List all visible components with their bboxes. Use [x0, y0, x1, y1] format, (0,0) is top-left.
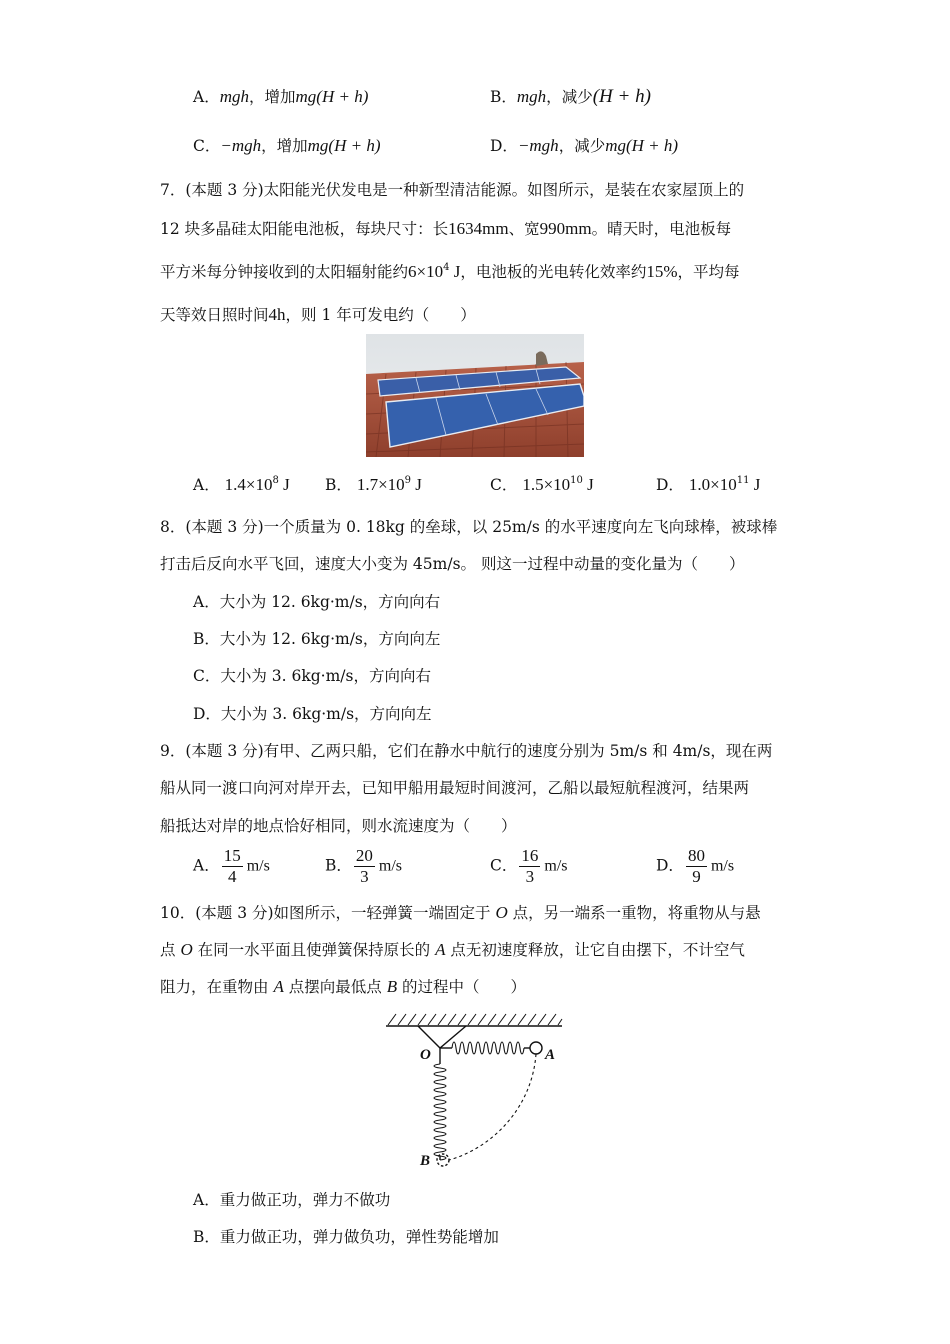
q9-line-3: 船抵达对岸的地点恰好相同，则水流速度为（ ）	[160, 817, 517, 835]
q9-line-1: 9．(本题 3 分)有甲、乙两只船，它们在静水中航行的速度分别为 5m/s 和 4m/s，现在两	[160, 742, 773, 760]
q6-option-c: C．−mgh，增加mg(H + h)	[193, 136, 381, 155]
label-b: B	[420, 1153, 431, 1169]
spring-pendulum-diagram	[382, 1008, 567, 1170]
fraction: $\frac{80}{9}$	[687, 846, 705, 886]
q7-line-2: 12 块多晶硅太阳能电池板，每块尺寸：长1634mm、宽990mm。晴天时，电池板每	[160, 219, 732, 238]
q7-option-a: A． $1.4\times 10^8$ J	[193, 475, 290, 494]
fraction: $\frac{20}{3}$	[355, 846, 373, 886]
vertical-spring	[434, 1064, 446, 1160]
q8-option-d: D．大小为 3. 6kg·m/s，方向向左	[193, 705, 432, 723]
q10-option-b: B．重力做正功，弹力做负功，弹性势能增加	[193, 1228, 499, 1246]
q7-line-3: 平方米每分钟接收到的太阳辐射能约$6\times 10^4$ J，电池板的光电转化效率约15%，平均每	[160, 262, 740, 281]
q8-option-b: B．大小为 12. 6kg·m/s，方向向左	[193, 630, 441, 648]
q9-option-b: B． $\frac{20}{3}$ m/s	[325, 846, 403, 886]
q7-line-1: 7．(本题 3 分)太阳能光伏发电是一种新型清洁能源。如图所示，是装在农家屋顶上的	[160, 181, 745, 199]
label-o: O	[420, 1047, 431, 1063]
q6-option-a: A．mgh，增加mg(H + h)	[193, 87, 369, 106]
q9-option-a: A． $\frac{15}{4}$ m/s	[193, 846, 270, 886]
q7-option-c: C． $1.5\times 10^{10}$ J	[490, 475, 594, 494]
support-rods	[418, 1026, 466, 1048]
q8-line-2: 打击后反向水平飞回，速度大小变为 45m/s。 则这一过程中动量的变化量为（ ）	[160, 555, 745, 573]
fraction: $\frac{16}{3}$	[521, 846, 539, 886]
q10-line-1: 10．(本题 3 分)如图所示，一轻弹簧一端固定于 O 点，另一端系一重物，将重物从与悬	[160, 903, 761, 922]
q8-option-c: C．大小为 3. 6kg·m/s，方向向右	[193, 667, 431, 685]
trajectory-arc	[449, 1054, 536, 1160]
label-a: A	[545, 1047, 556, 1063]
solar-panel-photo	[366, 334, 584, 457]
horizontal-spring	[452, 1042, 524, 1054]
q6-option-b: B．mgh，减少(H + h)	[490, 86, 651, 107]
q7-line-4: 天等效日照时间4h，则 1 年可发电约（ ）	[160, 305, 476, 324]
q6-option-d: D．−mgh，减少mg(H + h)	[490, 136, 679, 155]
q9-option-d: D． $\frac{80}{9}$ m/s	[656, 846, 735, 886]
q7-option-b: B． $1.7\times 10^9$ J	[325, 475, 422, 494]
q8-line-1: 8．(本题 3 分)一个质量为 0. 18kg 的垒球，以 25m/s 的水平速度向左飞向球棒，被球棒	[160, 518, 778, 536]
ceiling-hatching	[388, 1014, 562, 1025]
q8-option-a: A．大小为 12. 6kg·m/s，方向向右	[193, 593, 441, 611]
q10-line-2: 点 O 在同一水平面且使弹簧保持原长的 A 点无初速度释放，让它自由摆下，不计空气	[160, 940, 745, 959]
mass-at-a	[530, 1042, 542, 1054]
q7-option-d: D． $1.0\times 10^{11}$ J	[656, 475, 761, 494]
fraction: $\frac{15}{4}$	[223, 846, 241, 886]
q10-line-3: 阻力，在重物由 A 点摆向最低点 B 的过程中（ ）	[160, 977, 527, 996]
q9-option-c: C． $\frac{16}{3}$ m/s	[490, 846, 568, 886]
q9-line-2: 船从同一渡口向河对岸开去，已知甲船用最短时间渡河，乙船以最短航程渡河，结果两	[160, 779, 750, 797]
q10-option-a: A．重力做正功，弹力不做功	[193, 1191, 391, 1209]
